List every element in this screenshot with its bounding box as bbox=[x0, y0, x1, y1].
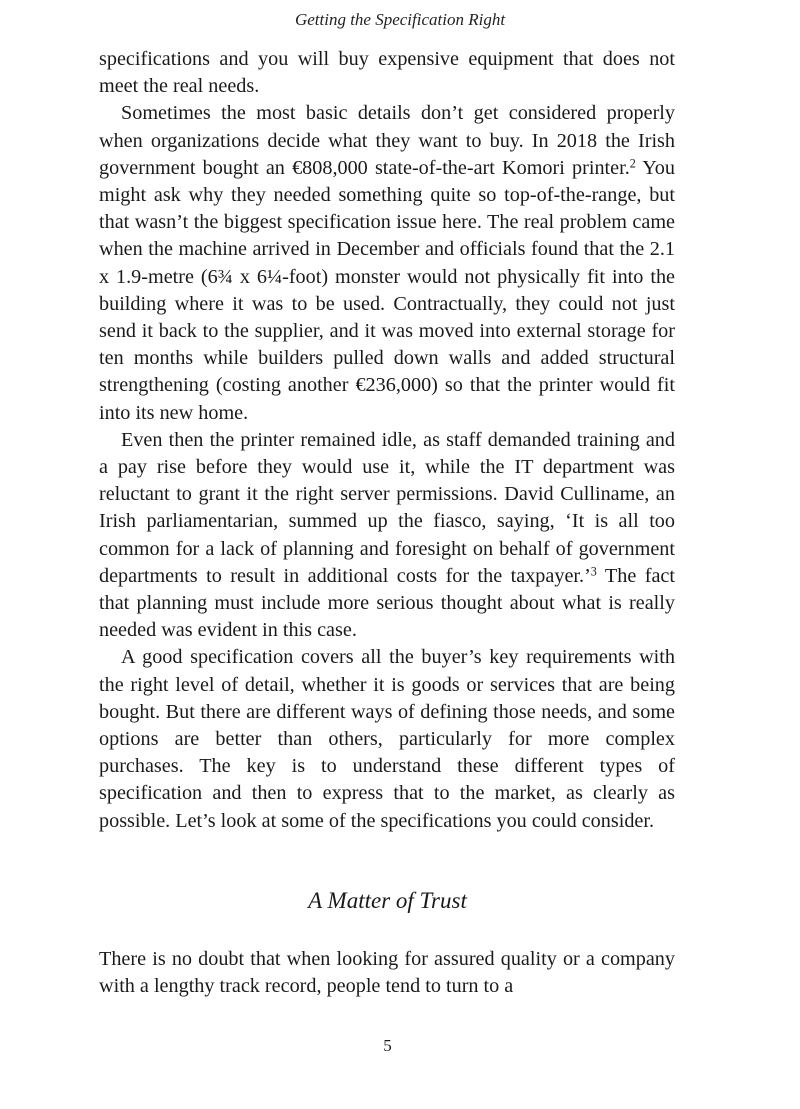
footnote-ref-3[interactable]: 3 bbox=[590, 564, 597, 579]
footnote-ref-2[interactable]: 2 bbox=[629, 156, 636, 171]
paragraph-text: You might ask why they needed something quite so top-of-the-range, but that wasn’t the biggest specification issue here. The real problem came when the machine arrived in December and officials found that the 2.1 x 1.9-metre (6¾ x 6¼-foot) monster would not physically fit into the building where it was to be used. Contractually, they could not just send it back to the supplier, and it was moved into external storage for ten months while builders pulled down walls and added structural strengthening (costing another €236,000) so that the printer would fit into its new home. bbox=[99, 156, 675, 424]
paragraph-text: Sometimes the most basic details don’t get considered properly when organizations decide what they want to buy. In 2018 the Irish government bought an €808,000 state-of-the-art Komori printer. bbox=[99, 102, 675, 179]
running-head: Getting the Specification Right bbox=[294, 10, 506, 29]
paragraph-text: A good specification covers all the buyer’s key requirements with the right level of detail, whether it is goods or services that are being bought. But there are different ways of defining those needs, and some options are better than others, particularly for more complex purchases. The key is to understand these different types of specification and then to express that to the market, as clearly as possible. Let’s look at some of the specifications you could consider. bbox=[99, 646, 675, 832]
body-text bbox=[99, 46, 675, 835]
paragraph-text: specifications and you will buy expensive equipment that does not meet the real needs. bbox=[99, 48, 675, 98]
page-number: 5 bbox=[383, 1036, 392, 1055]
paragraph-printer-idle bbox=[99, 427, 675, 645]
paragraph-text: Even then the printer remained idle, as staff demanded training and a pay rise before they would use it, while the IT department was reluctant to grant it the right server permissions. David Culliname, an Irish parliamentarian, summed up the fiasco, saying, ‘It is all too common for a lack of planning and foresight on behalf of government departments to result in additional costs for the taxpayer.’ bbox=[99, 428, 675, 587]
paragraph-text: The fact that planning must include more serious thought about what is really needed was evident in this case. bbox=[99, 564, 675, 642]
paragraph-continued bbox=[99, 46, 675, 100]
paragraph-section-start: There is no doubt that when looking for assured quality or a company with a lengthy track record, people tend to turn to a bbox=[99, 948, 675, 998]
paragraph-komori-printer bbox=[99, 100, 675, 426]
section-body-text bbox=[99, 946, 675, 1000]
paragraph-good-specification bbox=[99, 644, 675, 834]
section-heading: A Matter of Trust bbox=[308, 888, 467, 913]
